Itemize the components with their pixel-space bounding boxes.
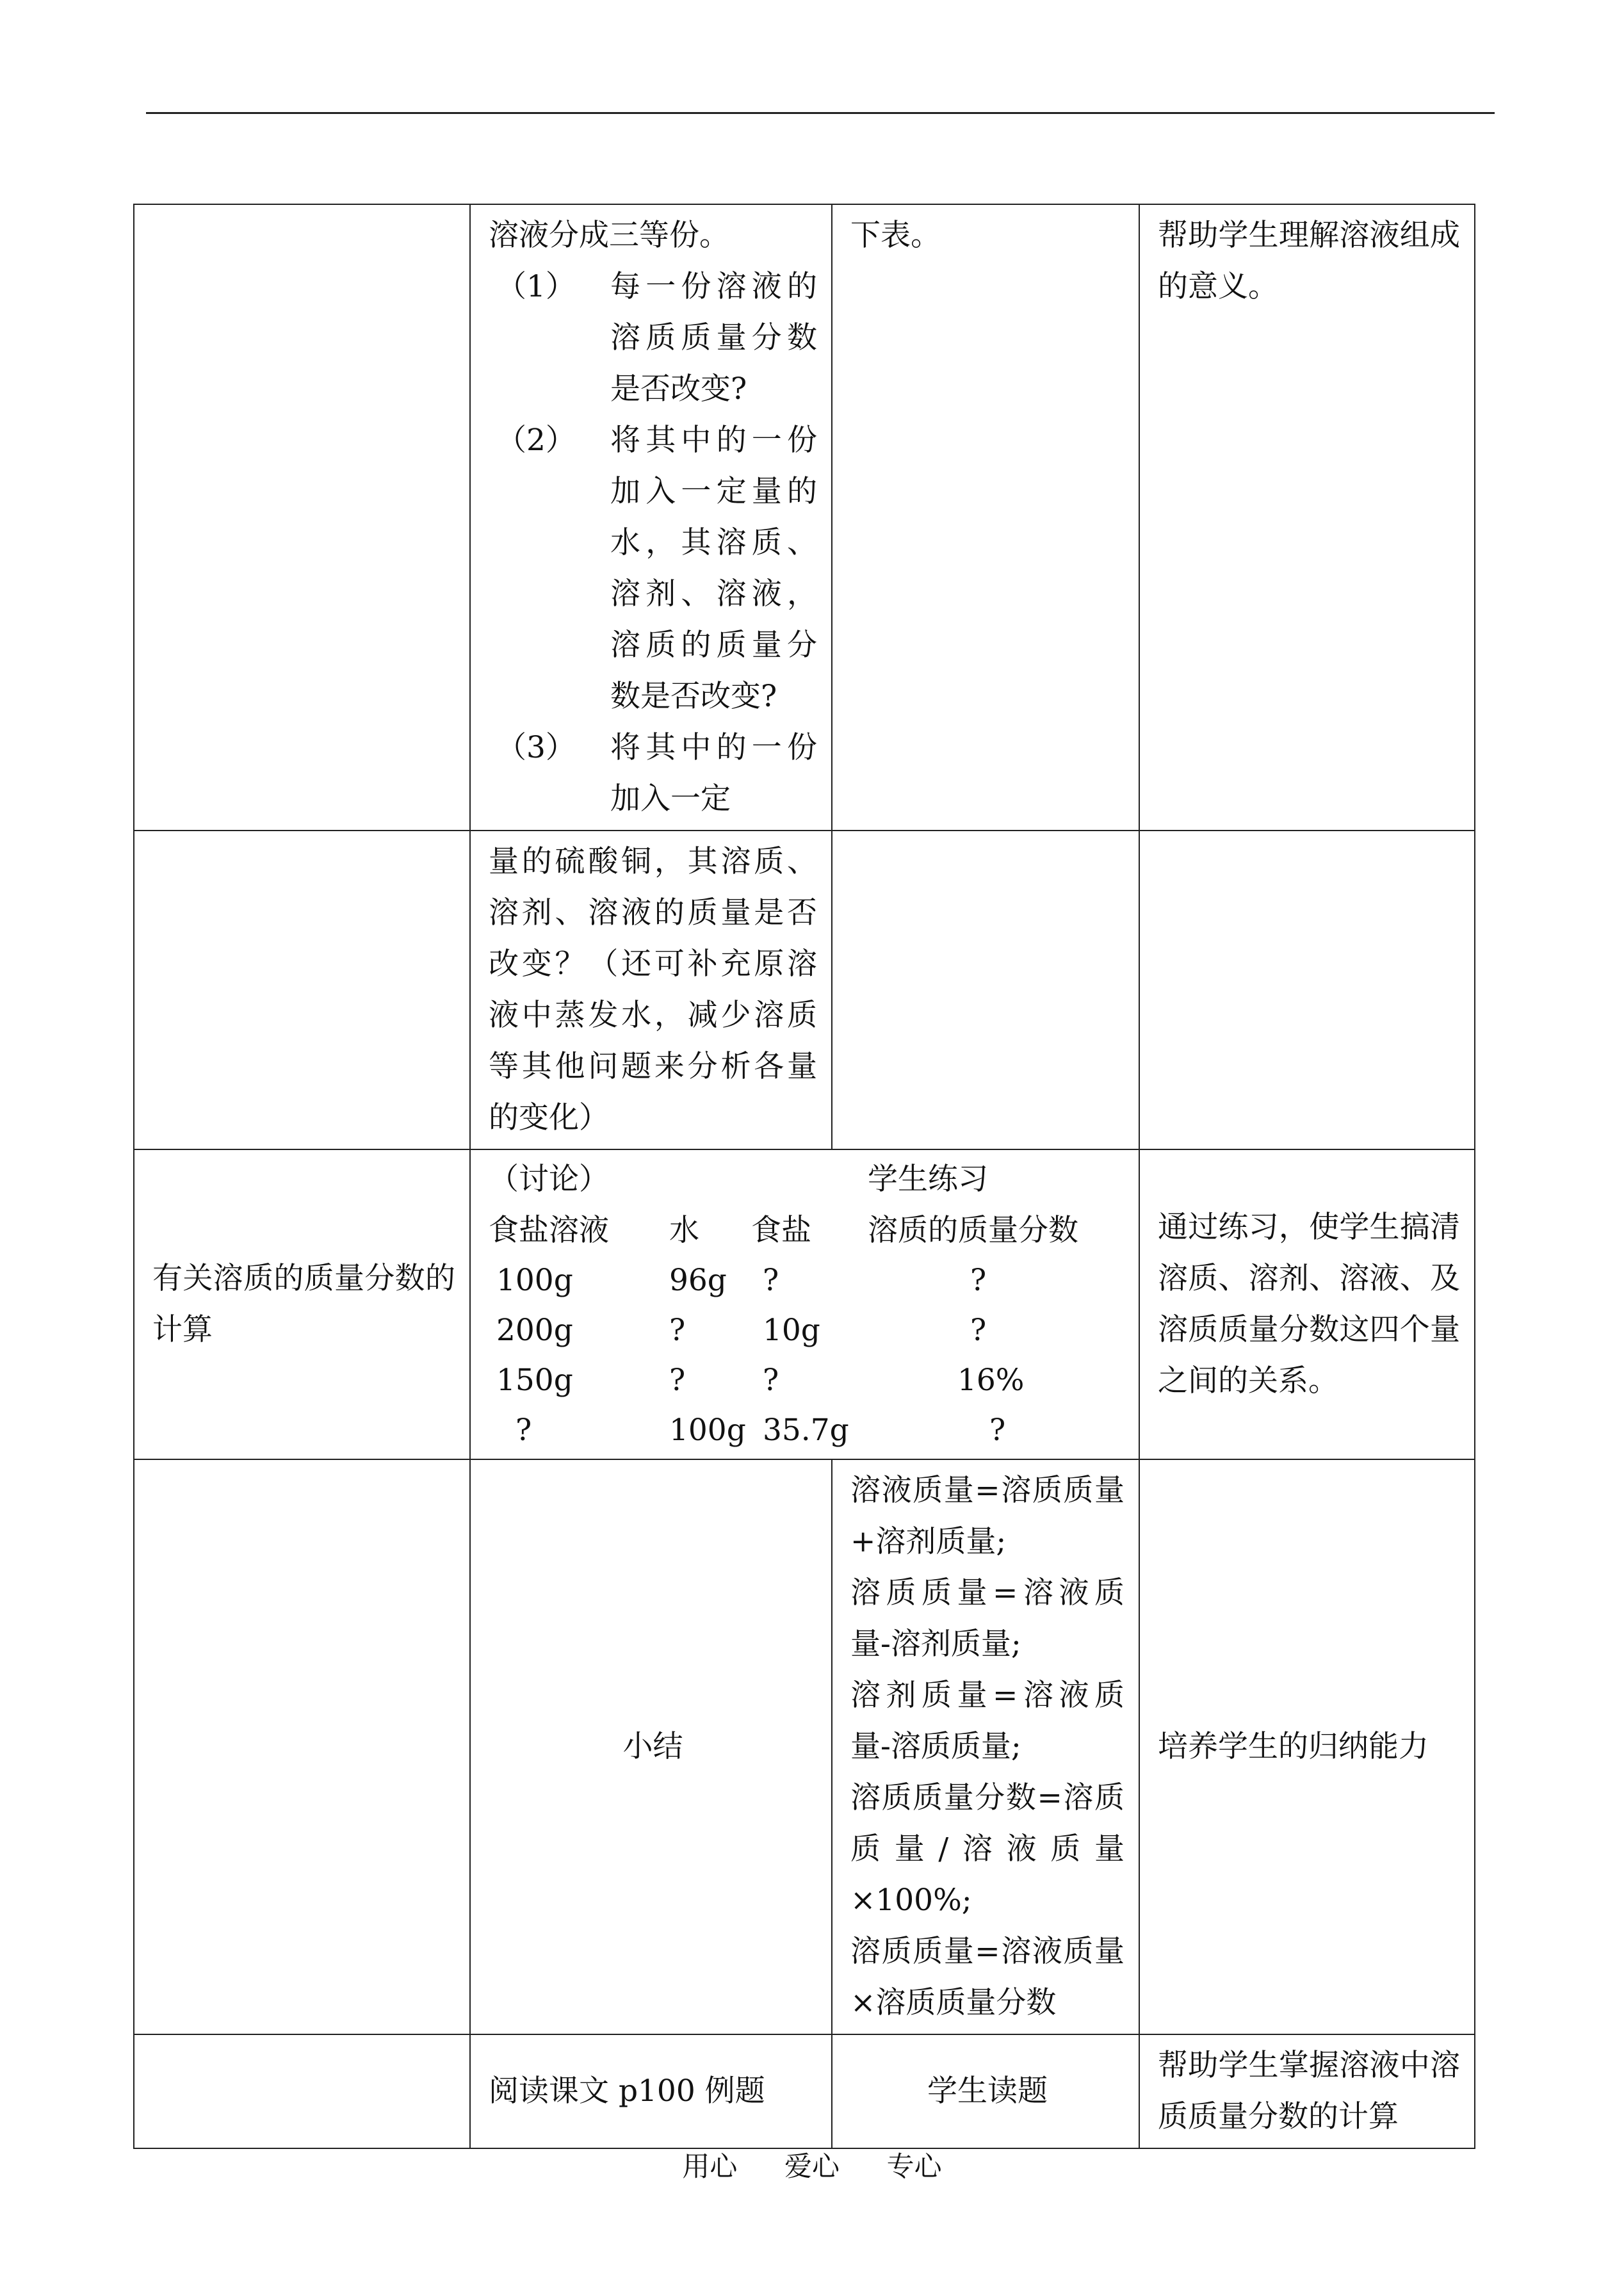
header-solution: 食盐溶液 (489, 1213, 609, 1248)
item-number: （3） (496, 730, 576, 765)
footer-word: 专心 (886, 2151, 942, 2183)
cell-salt: ? (763, 1263, 779, 1298)
topic-cell (134, 831, 470, 1149)
topic-cell (134, 204, 470, 831)
design-intent-cell (1139, 2034, 1475, 2148)
page-footer (0, 2145, 1624, 2184)
teacher-activity-cell (470, 1459, 832, 2034)
cell-salt: 35.7g (763, 1413, 849, 1448)
design-intent-text: 帮助学生掌握溶液中溶质质量分数的计算 (1158, 2048, 1460, 2134)
practice-table (471, 1150, 1132, 1451)
table-row (134, 204, 1475, 831)
teacher-activity-cell (470, 204, 832, 831)
teacher-activity-cell (470, 2034, 832, 2148)
table-row (134, 2034, 1475, 2148)
design-intent-cell (1139, 1459, 1475, 2034)
student-activity-text: 下表。 (850, 218, 941, 253)
practice-cell (470, 1149, 1139, 1459)
cell-solution: 200g (496, 1313, 573, 1348)
topic-cell (134, 1149, 470, 1459)
question-item (489, 415, 817, 722)
cell-fraction: ? (970, 1263, 987, 1298)
formula: 溶液质量=溶质质量+溶剂质量; (850, 1473, 1125, 1559)
formula: 溶质质量=溶液质量×溶质质量分数 (850, 1934, 1125, 2020)
student-activity-cell (832, 2034, 1139, 2148)
lesson-plan-table (133, 204, 1475, 2149)
question-item (489, 261, 817, 415)
design-intent-cell (1139, 204, 1475, 831)
table-row (134, 1459, 1475, 2034)
item-text: 每一份溶液的溶质质量分数是否改变? (610, 269, 817, 407)
student-practice-label: 学生练习 (868, 1162, 988, 1197)
cell-solution: 100g (496, 1263, 573, 1298)
table-row (134, 1149, 1475, 1459)
teacher-activity-text: 量的硫酸铜，其溶质、溶剂、溶液的质量是否改变？（还可补充原溶液中蒸发水，减少溶质等其他问题来分析各量的变化） (489, 844, 817, 1135)
header-fraction: 溶质的质量分数 (868, 1213, 1078, 1248)
design-intent-text: 帮助学生理解溶液组成的意义。 (1158, 218, 1460, 304)
formula: 溶剂质量=溶液质量-溶质质量; (850, 1678, 1125, 1764)
discussion-label: （讨论） (489, 1162, 609, 1197)
table-row (134, 831, 1475, 1149)
item-text: 将其中的一份加入一定量的水，其溶质、溶剂、溶液，溶质的质量分数是否改变? (610, 423, 817, 714)
student-activity-cell (832, 831, 1139, 1149)
cell-solution: ? (516, 1413, 532, 1448)
formula: 溶质质量分数=溶质质量/溶液质量×100%; (850, 1780, 1125, 1918)
topic-cell (134, 2034, 470, 2148)
cell-water: ? (669, 1363, 686, 1398)
cell-fraction: ? (970, 1313, 987, 1348)
design-intent-text: 培养学生的归纳能力 (1158, 1729, 1429, 1764)
header-salt: 食盐 (751, 1213, 811, 1248)
student-activity-text: 学生读题 (927, 2073, 1048, 2109)
topic-cell (134, 1459, 470, 2034)
question-item (489, 722, 817, 825)
cell-fraction: ? (989, 1413, 1006, 1448)
item-text: 将其中的一份加入一定 (610, 730, 817, 816)
formula: 溶质质量=溶液质量-溶剂质量; (850, 1575, 1125, 1662)
footer-word: 爱心 (784, 2151, 840, 2183)
cell-salt: ? (763, 1363, 779, 1398)
student-activity-cell (832, 1459, 1139, 2034)
design-intent-cell (1139, 1149, 1475, 1459)
teacher-activity-cell (470, 831, 832, 1149)
summary-label: 小结 (622, 1729, 683, 1764)
cell-water: 96g (669, 1263, 727, 1298)
header-water: 水 (669, 1213, 699, 1248)
cell-water: 100g (669, 1413, 746, 1448)
cell-fraction: 16% (957, 1363, 1025, 1398)
student-activity-cell (832, 204, 1139, 831)
intro-text: 溶液分成三等份。 (489, 218, 729, 253)
teacher-activity-text: 阅读课文 p100 例题 (489, 2073, 765, 2109)
design-intent-cell (1139, 831, 1475, 1149)
item-number: （1） (496, 269, 576, 304)
topic-text: 有关溶质的质量分数的计算 (152, 1261, 455, 1347)
footer-word: 用心 (682, 2151, 738, 2183)
cell-salt: 10g (763, 1313, 820, 1348)
design-intent-text: 通过练习，使学生搞清溶质、溶剂、溶液、及溶质质量分数这四个量之间的关系。 (1158, 1210, 1460, 1399)
cell-solution: 150g (496, 1363, 573, 1398)
cell-water: ? (669, 1313, 686, 1348)
item-number: （2） (496, 423, 576, 458)
header-rule (146, 112, 1495, 114)
